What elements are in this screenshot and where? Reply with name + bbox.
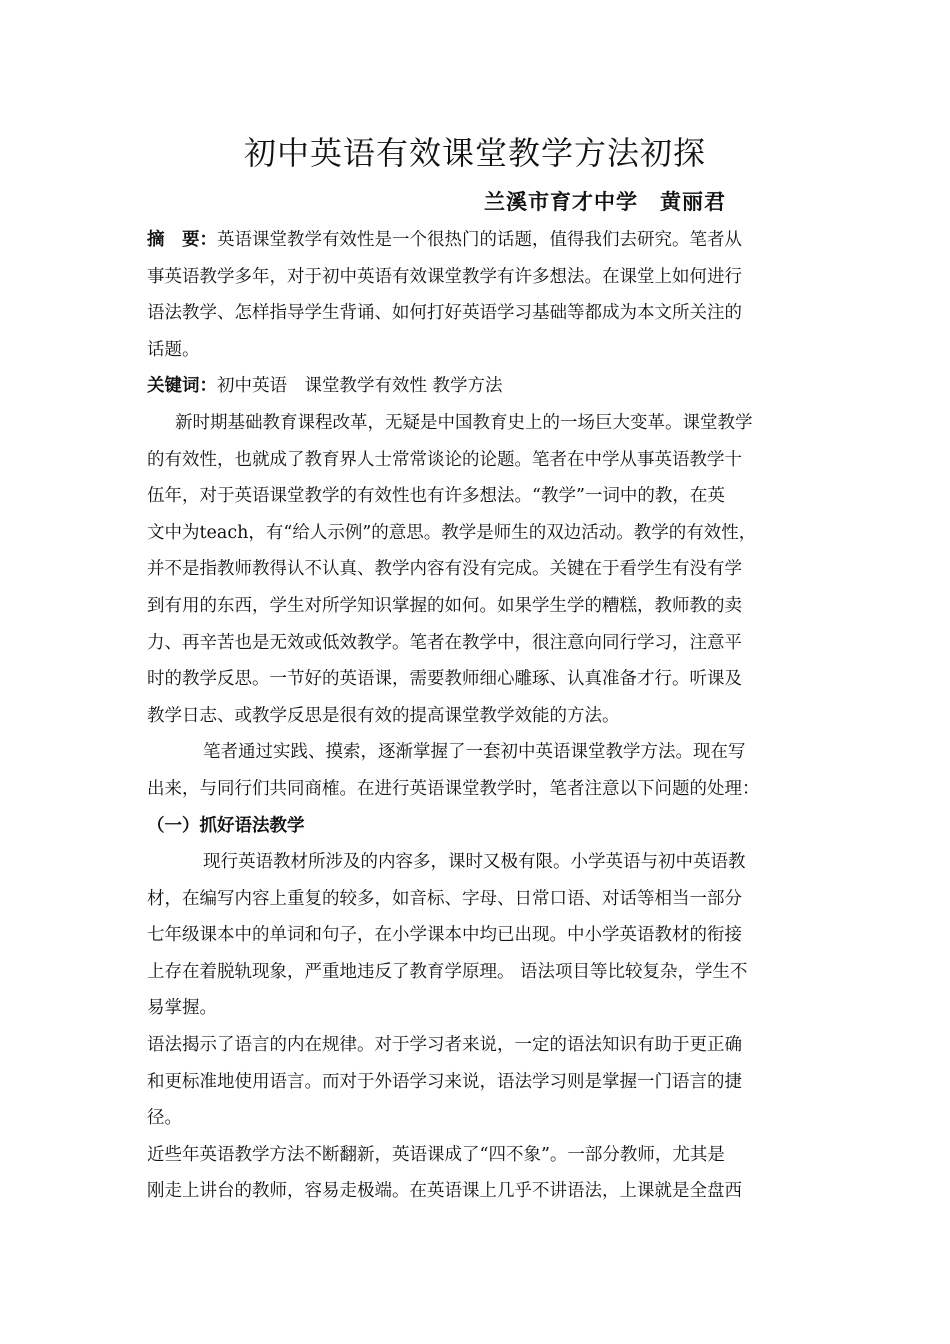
paragraph-line: 现行英语教材所涉及的内容多，课时又极有限。小学英语与初中英语教 — [203, 852, 746, 873]
paragraph-line: 新时期基础教育课程改革，无疑是中国教育史上的一场巨大变革。课堂教学 — [175, 412, 753, 433]
section-heading: （一）抓好语法教学 — [147, 815, 305, 836]
paragraph-line: 教学日志、或教学反思是很有效的提高课堂教学效能的方法。 — [147, 705, 620, 726]
paragraph-line: 出来，与同行们共同商榷。在进行英语课堂教学时，笔者注意以下问题的处理： — [147, 778, 760, 799]
paragraph-line: 的有效性，也就成了教育界人士常常谈论的论题。笔者在中学从事英语教学十 — [147, 449, 742, 470]
abstract-line: 事英语教学多年，对于初中英语有效课堂教学有许多想法。在课堂上如何进行 — [147, 266, 742, 287]
paragraph-line: 并不是指教师教得认不认真、教学内容有没有完成。关键在于看学生有没有学 — [147, 559, 742, 580]
paragraph-line: 刚走上讲台的教师，容易走极端。在英语课上几乎不讲语法，上课就是全盘西 — [147, 1181, 742, 1202]
paragraph-line: 力、再辛苦也是无效或低效教学。笔者在教学中，很注意向同行学习，注意平 — [147, 632, 742, 653]
paragraph-line: 径。 — [147, 1108, 182, 1129]
paragraph-line: 伍年，对于英语课堂教学的有效性也有许多想法。“教学”一词中的教，在英 — [147, 486, 725, 507]
paragraph-line: 易掌握。 — [147, 998, 217, 1019]
paragraph-line: 上存在着脱轨现象，严重地违反了教育学原理。 语法项目等比较复杂，学生不 — [147, 961, 748, 982]
paragraph-line: 材，在编写内容上重复的较多，如音标、字母、日常口语、对话等相当一部分 — [147, 888, 742, 909]
keywords-line — [147, 368, 817, 405]
paragraph-line: 文中为teach，有“给人示例”的意思。教学是师生的双边活动。教学的有效性， — [147, 522, 757, 543]
paragraph-line: 到有用的东西，学生对所学知识掌握的如何。如果学生学的糟糕，教师教的卖 — [147, 595, 742, 616]
document-title: 初中英语有效课堂教学方法初探 — [243, 134, 706, 172]
keywords-text: 初中英语 课堂教学有效性 教学方法 — [217, 376, 503, 397]
paragraph-line: 时的教学反思。一节好的英语课，需要教师细心雕琢、认真准备才行。听课及 — [147, 669, 742, 690]
abstract-label: 摘 要： — [147, 230, 217, 250]
abstract-text: 英语课堂教学有效性是一个很热门的话题，值得我们去研究。笔者从 — [217, 230, 742, 250]
abstract-line: 语法教学、怎样指导学生背诵、如何打好英语学习基础等都成为本文所关注的 — [147, 303, 742, 324]
paragraph-line: 近些年英语教学方法不断翻新，英语课成了“四不象”。一部分教师，尤其是 — [147, 1144, 725, 1165]
author-line: 兰溪市育才中学 黄丽君 — [484, 190, 726, 214]
paragraph-line: 七年级课本中的单词和句子，在小学课本中均已出现。中小学英语教材的衔接 — [147, 925, 742, 946]
paragraph-line: 笔者通过实践、摸索，逐渐掌握了一套初中英语课堂教学方法。现在写 — [203, 742, 746, 763]
paragraph-line: 语法揭示了语言的内在规律。对于学习者来说，一定的语法知识有助于更正确 — [147, 1035, 742, 1056]
abstract-line: 话题。 — [147, 339, 200, 360]
abstract-line — [147, 222, 817, 259]
paragraph-line: 和更标准地使用语言。而对于外语学习来说，语法学习则是掌握一门语言的捷 — [147, 1071, 742, 1092]
keywords-label: 关键词： — [147, 376, 217, 397]
document-body — [147, 222, 817, 1210]
